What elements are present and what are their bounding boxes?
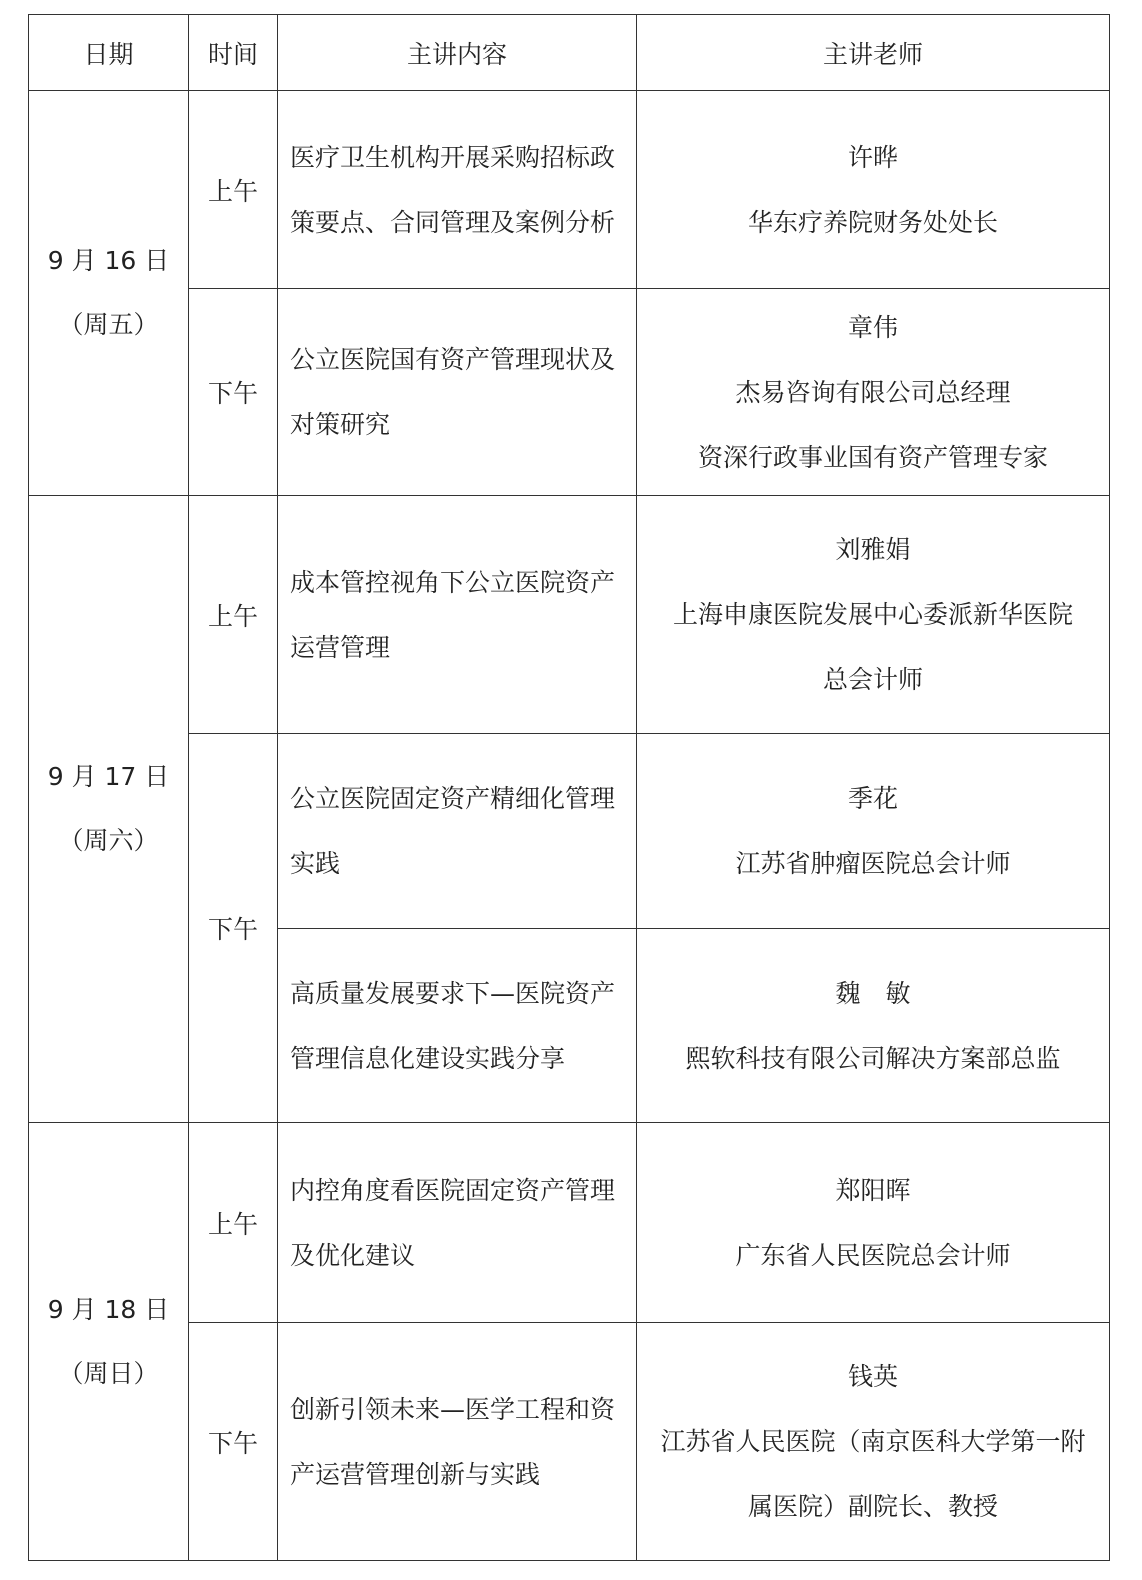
topic-cell: 公立医院固定资产精细化管理实践 (278, 734, 637, 929)
table-row (29, 289, 1110, 496)
time-cell: 下午 (189, 1323, 278, 1561)
teacher-title: 资深行政事业国有资产管理专家 (697, 442, 1048, 472)
teacher-title: 熙软科技有限公司解决方案部总监 (685, 1043, 1061, 1073)
teacher-name: 季花 (847, 784, 898, 813)
teacher-title: 属医院）副院长、教授 (747, 1492, 998, 1521)
teacher-name: 刘雅娟 (835, 535, 911, 564)
time-cell: 上午 (189, 496, 278, 734)
topic-cell: 公立医院国有资产管理现状及对策研究 (278, 289, 637, 496)
table-row (29, 1323, 1110, 1561)
teacher-cell (637, 496, 1110, 734)
header-teacher: 主讲老师 (637, 15, 1110, 91)
header-time: 时间 (189, 15, 278, 91)
teacher-title: 总会计师 (822, 665, 923, 694)
topic-cell: 内控角度看医院固定资产管理及优化建议 (278, 1123, 637, 1323)
time-cell: 下午 (189, 734, 278, 1123)
table-row (29, 91, 1110, 289)
teacher-title: 江苏省人民医院（南京医科大学第一附 (660, 1427, 1086, 1456)
topic-cell: 创新引领未来—医学工程和资产运营管理创新与实践 (278, 1323, 637, 1561)
topic-cell: 高质量发展要求下—医院资产管理信息化建设实践分享 (278, 929, 637, 1123)
teacher-cell (637, 289, 1110, 496)
teacher-title: 杰易咨询有限公司总经理 (735, 377, 1011, 407)
table-row (29, 496, 1110, 734)
teacher-cell (637, 1123, 1110, 1323)
table-row (29, 1123, 1110, 1323)
teacher-name: 郑阳晖 (835, 1175, 911, 1205)
date-cell (29, 1123, 189, 1561)
header-row (29, 15, 1110, 91)
time-cell: 下午 (189, 289, 278, 496)
teacher-name: 钱英 (847, 1362, 898, 1391)
weekday-label: （周六） (58, 826, 159, 855)
header-topic: 主讲内容 (278, 15, 637, 91)
teacher-name: 章伟 (847, 312, 898, 342)
teacher-name: 许晔 (847, 142, 898, 172)
topic-cell: 医疗卫生机构开展采购招标政策要点、合同管理及案例分析 (278, 91, 637, 289)
schedule-table (28, 14, 1110, 1561)
teacher-cell (637, 734, 1110, 929)
teacher-cell (637, 91, 1110, 289)
weekday-label: （周五） (58, 310, 159, 339)
time-cell: 上午 (189, 1123, 278, 1323)
weekday-label: （周日） (58, 1358, 159, 1388)
teacher-title: 上海申康医院发展中心委派新华医院 (672, 600, 1073, 629)
date-label: 9 月 17 日 (47, 762, 170, 791)
date-cell (29, 91, 189, 496)
teacher-cell (637, 1323, 1110, 1561)
date-label: 9 月 16 日 (47, 246, 170, 275)
teacher-name: 魏 敏 (835, 978, 911, 1008)
date-label: 9 月 18 日 (47, 1294, 170, 1324)
teacher-title: 广东省人民医院总会计师 (735, 1240, 1011, 1270)
date-cell (29, 496, 189, 1123)
time-cell: 上午 (189, 91, 278, 289)
teacher-title: 江苏省肿瘤医院总会计师 (735, 849, 1011, 878)
table-row (29, 734, 1110, 929)
teacher-title: 华东疗养院财务处处长 (747, 207, 998, 237)
teacher-cell (637, 929, 1110, 1123)
topic-cell: 成本管控视角下公立医院资产运营管理 (278, 496, 637, 734)
header-date: 日期 (29, 15, 189, 91)
